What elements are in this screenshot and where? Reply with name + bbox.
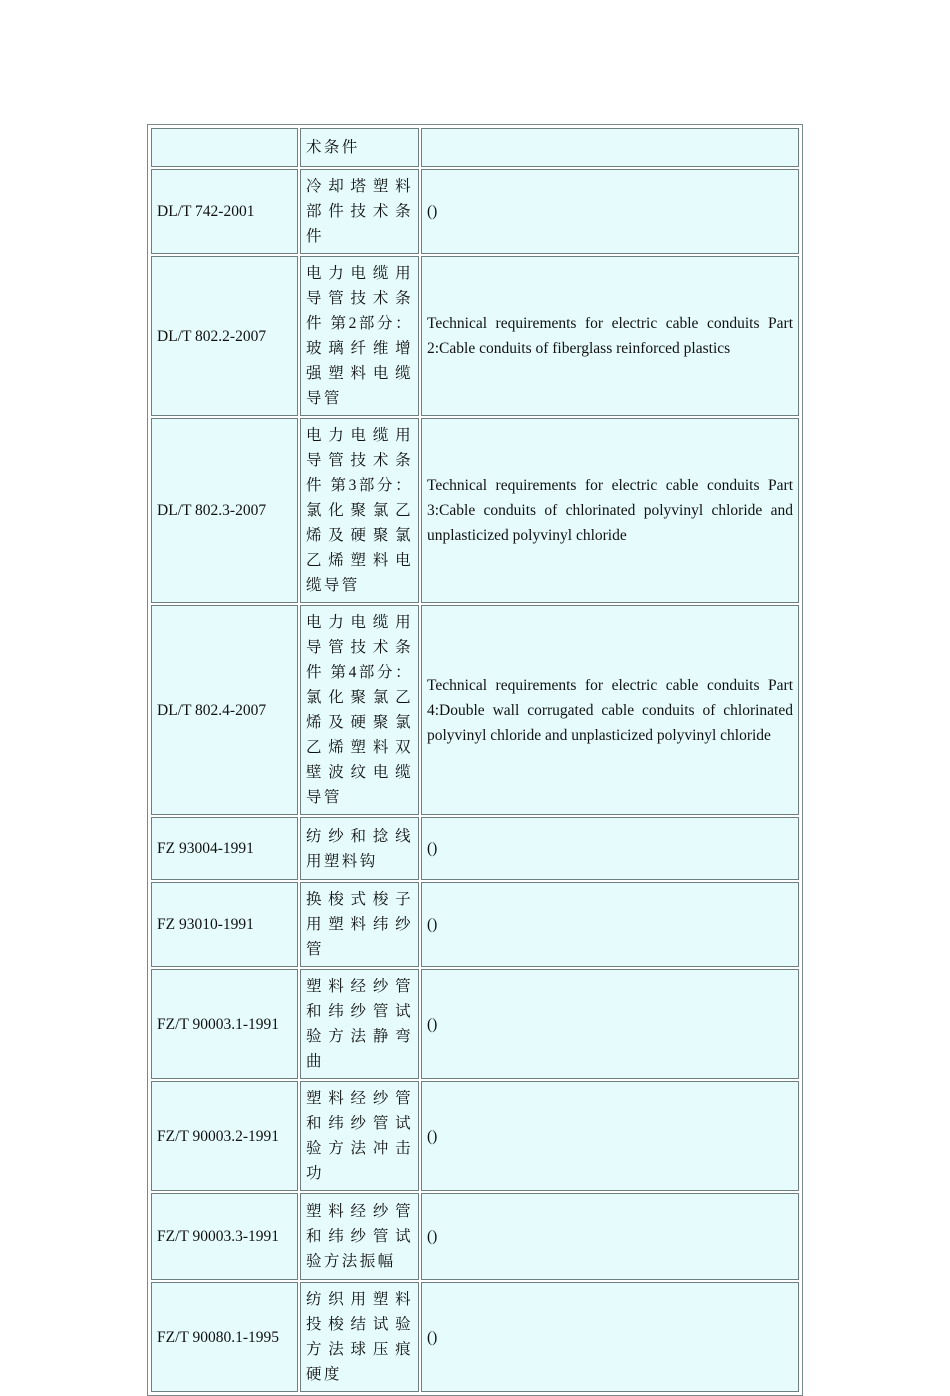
standard-name-en: () [421,1282,799,1392]
table-row [151,817,799,880]
standard-code: FZ/T 90003.3-1991 [151,1193,298,1280]
standard-code: FZ 93004-1991 [151,817,298,880]
table-row [151,128,799,167]
table-row [151,1193,799,1280]
table-row [151,169,799,254]
standard-name-en: () [421,169,799,254]
standard-name-cn: 冷却塔塑料部件技术条件 [300,169,419,254]
standard-name-en: Technical requirements for electric cable conduits Part 3:Cable conduits of chlorinated polyvinyl chloride and unplasticized polyvinyl chloride [421,418,799,603]
table-row [151,418,799,603]
standard-name-en: () [421,1193,799,1280]
standard-name-cn: 塑料经纱管和纬纱管试验方法冲击功 [300,1081,419,1191]
standard-code: DL/T 802.3-2007 [151,418,298,603]
table-row [151,969,799,1079]
standard-code: DL/T 802.2-2007 [151,256,298,416]
standard-name-cn: 电力电缆用导管技术条件 第2部分：玻璃纤维增强塑料电缆导管 [300,256,419,416]
table-row [151,882,799,967]
standard-name-cn: 纺纱和捻线用塑料钩 [300,817,419,880]
standard-name-cn: 换梭式梭子用塑料纬纱管 [300,882,419,967]
table-row [151,1081,799,1191]
standard-code: FZ/T 90003.1-1991 [151,969,298,1079]
standards-table [147,124,803,1396]
standard-code: FZ/T 90080.1-1995 [151,1282,298,1392]
standard-name-cn: 术条件 [300,128,419,167]
standard-name-en: () [421,817,799,880]
table-row [151,256,799,416]
standard-name-en: Technical requirements for electric cable conduits Part 4:Double wall corrugated cable conduits of chlorinated polyvinyl chloride and unplasticized polyvinyl chloride [421,605,799,815]
standard-name-cn: 电力电缆用导管技术条件 第3部分：氯化聚氯乙烯及硬聚氯乙烯塑料电缆导管 [300,418,419,603]
standard-code: DL/T 802.4-2007 [151,605,298,815]
standard-code: DL/T 742-2001 [151,169,298,254]
standard-name-en: () [421,1081,799,1191]
standard-code [151,128,298,167]
table-row [151,605,799,815]
standard-name-cn: 电力电缆用导管技术条件 第4部分：氯化聚氯乙烯及硬聚氯乙烯塑料双壁波纹电缆导管 [300,605,419,815]
standard-name-cn: 塑料经纱管和纬纱管试验方法静弯曲 [300,969,419,1079]
table-row [151,1282,799,1392]
standard-code: FZ/T 90003.2-1991 [151,1081,298,1191]
standards-table-grid [149,126,801,1394]
standard-name-cn: 纺织用塑料投梭结试验方法球压痕硬度 [300,1282,419,1392]
standard-name-cn: 塑料经纱管和纬纱管试验方法振幅 [300,1193,419,1280]
standard-name-en [421,128,799,167]
standard-name-en: Technical requirements for electric cable conduits Part 2:Cable conduits of fiberglass reinforced plastics [421,256,799,416]
standard-name-en: () [421,882,799,967]
standard-name-en: () [421,969,799,1079]
standard-code: FZ 93010-1991 [151,882,298,967]
